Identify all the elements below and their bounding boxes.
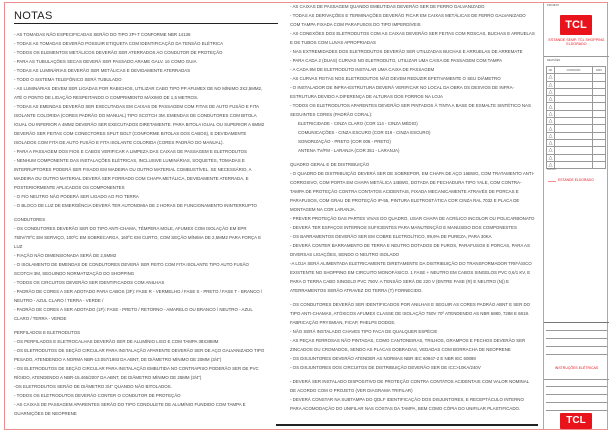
note-item: - FIAÇÃO NÃO DIMENSIONADA SERÁ DE 2,5MM2 <box>14 253 117 258</box>
client-name: ESTANDE SEMP. TCL SHOPPING ELDORADO <box>548 38 605 47</box>
bottom-divider <box>276 424 538 426</box>
note-item: - DEVERÁ TER ESPAÇOS INTERNOS SUFICIENTES PARA MANUTENÇÃO E MANUSEIO DOS COMPONESTES <box>290 225 517 230</box>
note-item: - OS BARRAMENTOS DEVERÃO SER EM COBRE ELETROLÍTICO, 99,9% DE PUREZA, PARA 30KA <box>290 234 492 239</box>
revision-row <box>547 88 606 95</box>
revision-triangle-icon: △ <box>547 132 555 139</box>
note-item: - TODAS AS EMENDAS DEVERÃO SER EXECUTADAS EM CAIXAS DE PASSAGEM COM FITAS DE AUTO FUSÃO E FITA ISOLANTE COLORIDA (CORES PADRÃO DO MANUAL) TIPO SCOTCH 3M. EMENDAS DE CONDUTORES COM BITOLA IGUAL OU INFERIOR A 4MM2 DEVERÃO SER EXECUTADOS DIRETAMENTE. PARA BITOLA IGUAL OU SUPERIOR A 6MM2 DEVERÃO SER FEITAS COM CONECTORES SPLIT BOLT (CONFORME BITOLAS DOS CABOS), E DEVIDAMENTE ISOLADOS COM FITA DE AUTO FUSÃO E FITA ISOLANTE COLORIDA (CORES PADRÃO DO MANUAL). <box>14 104 265 145</box>
note-item: - O INSTALADOR DE INFRA-ESTRUTURA DEVERÁ VERIFICAR NO LOCAL DA OBRA OS DESVIOS DE INFRA-ESTRUTURA DEVIDO A DIFERENÇA DE ALTURAS DOS FORROS NA LOJA <box>290 85 514 99</box>
rev-header-content: CONTEÚDO <box>555 67 593 74</box>
note-item: - O BLOCO DE LUZ DE EMERGÊNCIA DEVERÁ TER AUTONOMIA DE 2 HORAS DE FUNCIONAMENTO ININTERRUPTO <box>14 203 257 208</box>
revision-row <box>547 103 606 110</box>
note-item: - DEVERÁ CONSTAR NA SUBTAMPA DO QDLF IDENTIFICAÇÃO DOS DISJUNTORES, E RECEPTÁCULO INTERNO PARA ACOMODAÇÃO DO UNIFILAR NAS COSTAS DA TAMPA, BEM COMO CÓPIA DO UNIFILAR PLASTIFICADO. <box>290 397 524 411</box>
note-item: - PREVER PROTEÇÃO DAS PARTES VIVAS DO QUADRO, USAR CHAPA DE ACRÍLICO INCOLOR OU POLICARBONATO <box>290 216 535 221</box>
note-item: - NAS EXTREMIDADES DOS ELETRODUTOS DEVERÃO SER UTILIZADAS BUCHAS E ARRUELAS DE ARREMATE <box>290 49 523 54</box>
note-item: - NÃO SERÁ INSTALADO CHAVES TIPO FACA DE QUALQUER ESPÉCIE <box>290 329 438 334</box>
note-item: - A CADA 9M DE ELETRODUTO INSTALAR UMA CAIXA DE PASSAGEM <box>290 67 435 72</box>
note-item: - O ISOLAMENTO DE EMENDAS DE CONDUTORES DEVERÁ SER FEITO COM FITA ISOLANTE TIPO AUTO FUSÃO SCOTCH 3M, SEGUINDO NORMATIZAÇÃO DO SHOPPING <box>14 262 249 276</box>
note-item: - PARA AS TUBULAÇÕES SECAS DEVERÁ SER PASSADO ARAME GALV. 16 COMO GUIA <box>14 59 197 64</box>
revision-row <box>547 147 606 154</box>
note-item: - AS CURVAS FEITAS NOS ELETRODUTOS NÃO DEVEM REDUZIR EFETIVAMENTE O SEU DIÂMETRO <box>290 76 501 81</box>
page-title: NOTAS <box>14 10 53 22</box>
title-block <box>543 2 608 430</box>
note-item: - TODAS AS LUMINÁRIAS DEVERÃO SER METÁLICAS E DEVIDAMENTE ATERRADAS <box>14 68 191 73</box>
title-divider <box>14 23 278 24</box>
note-item: - AS CAIXAS DE PASSAGEM APARENTES SERÃO DO TIPO CONDULETE DE ALUMÍNIO FUNDIDO COM TAMPA E GUARNIÇÕES DE NEOPRENE <box>14 402 246 416</box>
revision-triangle-icon: △ <box>547 118 555 125</box>
revision-row <box>547 139 606 146</box>
revision-triangle-icon: △ <box>547 139 555 146</box>
note-item: -OS ELETRODUTOS SERÃO DE DIÂMETRO 3/4" QUANDO NÃO BITOLADOS. <box>14 384 172 389</box>
revision-row <box>547 125 606 132</box>
notes-label: NOTAS <box>547 168 556 171</box>
note-item: - DEVERÁ CONTER BARRAMENTO DE TERRA E NEUTRO DOTADOS DE FUROS, PARAFUSOS E PORCAS, PARA AS DIVERSAS LIGAÇÕES, SENDO O NEUTRO ISOLADO <box>290 243 530 257</box>
note-item: - AS TOMADAS NÃO ESPECIFICADAS SERÃO DO TIPO 2P+T CONFORME NBR 14136 <box>14 32 191 37</box>
note-item: - O QUADRO DE DISTRIBUIÇÃO DEVERÁ SER DE SOBREPOR, EM CHAPA DE AÇO 16BWG, COM TRATAMENTO ANTI-CORROSIVO, COM PORTA EM CHAPA METÁLICA 14BWG, DOTADA DE FECHADURA TIPO YALE, COM CONTRA-TAMPA DE PROTEÇÃO CONTRA CONTATOS ACIDENTAIS, FIXADA MECANICAMENTE ATRAVÉS DE PORCAS E PARAFUSOS, COM GRAU DE PROTEÇÃO IP-55, PINTURA ELETROSTÁTICA COR CINZA RAL 7032 E PLACA DE MONTAGEM NA COR LARANJA. <box>290 171 535 212</box>
project-label: PROJETO <box>547 4 560 7</box>
revision-row <box>547 81 606 88</box>
revision-triangle-icon: △ <box>547 147 555 154</box>
notes-middle-column <box>290 2 535 413</box>
info-row <box>546 324 607 331</box>
note-item: - TODAS AS DERIVAÇÕES E TERMINAÇÕES DEVERÃO FICAR EM CAIXAS METÁLICAS DE FERRO GALVANIZADO COM TAMPA FIXADA COM PARAFUSOS DO TIPO IMPERDÍVEIS <box>290 13 526 27</box>
note-item: - PARA A PASSAGEM DOS FIOS E CABOS VERIFICAR A LIMPEZA DAS CAIXAS DE PASSAGEM E ELETRODUTOS <box>14 149 247 154</box>
note-item: - AS CAIXAS DE PASSAGEM QUANDO EMBUTIDAS DEVERÃO SER DE FERRO GALVANIZADO <box>290 4 485 9</box>
note-item: - AS PEÇAS FERROSAS NÃO PINTADAS, COMO CANTONEIRAS, TRILHOS, GRAMPOS E FECHOS DEVERÃO SER ZINCADOS OU CROMADOS, SENDO AS PLACAS DOBRADAS, VEDADAS COM BORRACHA DE NEOPRENE <box>290 338 526 352</box>
note-item: - OS ELETRODUTOS DE SEÇÃO CIRCULAR PARA INSTALAÇÃO EMBUTIDA NO CONTRAPISO PODERÃO SER DE PVC RÍGIDO, ATENDENDO A NBR-15.465/2007 DA ABNT, DE DIÂMETRO MÍNIMO DE 25MM (3/4") <box>14 366 259 380</box>
revision-row <box>547 96 606 103</box>
revision-triangle-icon: △ <box>547 74 555 81</box>
color-spec-item: ELETRICIDADE - CINZA CLARO (COR 114 - CINZA MÉDIO) <box>298 121 418 126</box>
note-item: - TODAS AS TOMADAS DEVERÃO POSSUIR ETIQUETA COM IDENTIFICAÇÃO DA TENSÃO ELÉTRICA <box>14 41 224 46</box>
note-item: - PADRÃO DE CORES A SER ADOTADO (1F): FASE - PRETO / RETORNO - AMARELO OU BRANCO / NEUTRO - AZUL CLARO / TERRA - VERDE <box>14 307 253 321</box>
note-item: - NENHUM COMPONENTE DAS INSTALAÇÕES ELÉTRICAS, INCLUSIVE LUMINÁRIAS, SOQUETES, TOMADAS E INTERRUPTORES PODERÁ SER FIXADO EM MADEIRA OU OUTRO MATERIAL COMBUSTÍVEL. SE NECESSÁRIO, A MADEIRA OU OUTRO MATERIAL DEVERÁ SER FORRADO COM CHAPA METÁLICA, DEVIDAMENTE ATERRADA, E POSTERIORMENTE APLICADOS OS COMPONENTES <box>14 158 252 190</box>
rev-header-no: NO <box>547 67 555 74</box>
note-item: - OS CONDUTORES DEVERÃO SER IDENTIFICADOS POR ANILHAS E SEGUIR AS CORES PADRÃO ABNT E SER DO TIPO ANTI-CHAMAS, ATÓXICOS AFUMEX CLASSE DE ISOLAÇÃO 750V 70º ATENDENDO AS NBR 6880, 7288 E 6818. FABRICAÇÃO PRYSMIAN, FICAP, PHELPS DODGE. <box>290 302 531 325</box>
note-item: - TODOS OS CIRCUITOS DEVERÃO SER IDENTIFICADOS COM ANILHAS <box>14 280 165 285</box>
note-item: - DEVERÁ SER INSTALADO DISPOSITIVO DE PROTEÇÃO CONTRA CONTATOS ACIDENTAIS COM VALOR NOMINAL DE ACORDO COM O PROJETO (VER DIAGRAMA TRIFILAR) <box>290 379 529 393</box>
note-item: - O FIO NEUTRO NÃO PODERÁ SER LIGADO AO FIO TERRA <box>14 194 139 199</box>
revision-row <box>547 74 606 81</box>
revisions-label: REVISÕES <box>547 59 561 62</box>
leader-line <box>548 181 556 182</box>
note-item: - TODOS OS ELETRODUTOS APARENTES DEVERÃO SER PINTADOS À TINTA A BASE DE ESMALTE SINTÉTICO NAS SEGUINTES CORES (PADRÃO CORAL): <box>290 103 531 117</box>
info-row <box>546 332 607 339</box>
revision-triangle-icon: △ <box>547 103 555 110</box>
note-item: - OS ELETRODUTOS DE SEÇÃO CIRCULAR PARA INSTALAÇÃO APARENTE DEVERÃO SER DE AÇO GALVANIZADO TIPO PESADO, ATENDENDO A NORMA NBR-13.057/1993 DA ABNT, DE DIÂMETRO MÍNIMO DE 20MM (3/4") <box>14 348 265 362</box>
section-heading: PERFILADOS E ELETRODUTOS <box>14 330 81 335</box>
info-row <box>546 380 607 387</box>
tcl-logo: TCL <box>560 15 592 35</box>
revision-row <box>547 154 606 161</box>
revision-triangle-icon: △ <box>547 125 555 132</box>
note-item: - OS CONDUTORES DEVERÃO SER DO TIPO ANTI-CHAMA, TÊMPERA MOLE, AFUMEX COM ISOLAÇÃO EM EPR 750V/70ºC EM SERVIÇO, 100ºC EM SOBRECARGA, 160ºC EM CURTO, COM SEÇÃO MÍNIMA DE 2,5MM2 PARA FORÇA E LUZ <box>14 226 262 249</box>
color-spec-item: SONORIZAÇÃO - PRETO (COR 008 - PRETO) <box>298 139 391 144</box>
color-spec-item: ANTENA TV/FM - LARANJA (COR 351 - LARANJA) <box>298 148 400 153</box>
note-item: - TODO O SISTEMA TELEFÔNICO SERÁ TUBULADO <box>14 77 122 82</box>
revision-triangle-icon: △ <box>547 161 555 168</box>
note-item: - OS DISJUNTORES DOS CIRCUITOS DE DISTRIBUIÇÃO DEVERÃO SER DE ICC>10KA/240V <box>290 365 481 370</box>
note-item: - AS CONEXÕES DOS ELETRODUTOS COM AS CAIXAS DEVERÃO SER FEITAS COM ROSCAS, BUCHAS E ARRUELAS E DE TUBOS COM LUVAS APROPRIADAS <box>290 31 535 45</box>
note-item: - PARA CADA 2 (DUAS) CURVAS NO ELETRODUTO, UTILIZAR UMA CAIXA DE PASSAGEM COM TAMPA <box>290 58 503 63</box>
note-item: - TODOS OS ELEMENTOS METÁLICOS DEVERÃO SER ATERRADOS AO CONDUTOR DE PROTEÇÃO <box>14 50 223 55</box>
revision-row <box>547 110 606 117</box>
revision-row <box>547 132 606 139</box>
section-heading: QUADRO GERAL E DE DISTRIBUIÇÃO <box>290 162 370 167</box>
revision-triangle-icon: △ <box>547 154 555 161</box>
note-item: - AS LUMINÁRIAS DEVEM SER LIGADAS POR RABICHOS, UTILIZAR CABO TIPO PP AFUMEX DE NO MÍNIMO 3X2,5MM2, ATÉ O PONTO DE LIGAÇÃO RESPEITANDO O COMPRIMENTO MÁXIMO DE 1,5 METROS. <box>14 86 263 100</box>
tcl-logo-bottom: TCL <box>560 413 592 429</box>
info-row <box>546 340 607 347</box>
revision-triangle-icon: △ <box>547 88 555 95</box>
note-item: - OS DISJUNTORES DEVERÃO ATENDER AS NORMAS NBR IEC 60947-2 E NBR IEC 60898 <box>290 356 476 361</box>
revision-row <box>547 118 606 125</box>
info-row <box>546 348 607 355</box>
info-row <box>546 396 607 403</box>
revision-triangle-icon: △ <box>547 96 555 103</box>
note-item: - PADRÃO DE CORES A SER ADOTADO PARA CABOS (3F): FASE R - VERMELHO / FASE S - PRETO / FASE T - BRANCO / NEUTRO - AZUL CLARO / TERRA - VERDE / <box>14 289 263 303</box>
info-row <box>546 404 607 411</box>
note-item: -A LOJA SERÁ ALIMENTADA ELETRICAMENTE DIRETAMENTE DA DISTRIBUIÇÃO DO TRANSFORMADOR TRIFÁSICO EXISTENTE NO SHOPPING EM CIRCUITO MONOFÁSICO. 1 FASE + NEUTRO EM CABOS SINGELOS PVC 0,6/1 KV, E PARA O TERRA CABO SINGELO PVC 750V. A TENSÃO SERÁ DE 220 V (ENTRE FASE (R) E NEUTRO (N)) E ATERRAMENTOS SERÃO ATRAVEZ DO TERRA (T) FORNECIDO. <box>290 261 532 293</box>
stand-name: ESTANDE ELDORADO <box>558 178 594 182</box>
note-item: - TODOS OS ELETRODUTOS DEVERÃO CONTER O CONDUTOR DE PROTEÇÃO <box>14 393 181 398</box>
note-item: - OS PERFILADOS E ELETROCALHAS DEVERÃO SER DE ALUMÍNIO LISO E COM TAMPA 38X38MM <box>14 339 219 344</box>
info-row <box>546 388 607 395</box>
section-heading: CONDUTORES <box>14 217 46 222</box>
color-spec-item: COMUNICAÇÕES - CINZA ESCURO (COR 019 - CINZA ESCURO) <box>298 130 431 135</box>
notes-left-column <box>14 30 268 418</box>
rev-header-date: DATA <box>593 67 606 74</box>
sheet-title: INSTRUÇÕES ELÉTRICAS <box>554 366 599 370</box>
revisions-table <box>546 66 606 169</box>
revision-triangle-icon: △ <box>547 110 555 117</box>
revision-triangle-icon: △ <box>547 81 555 88</box>
